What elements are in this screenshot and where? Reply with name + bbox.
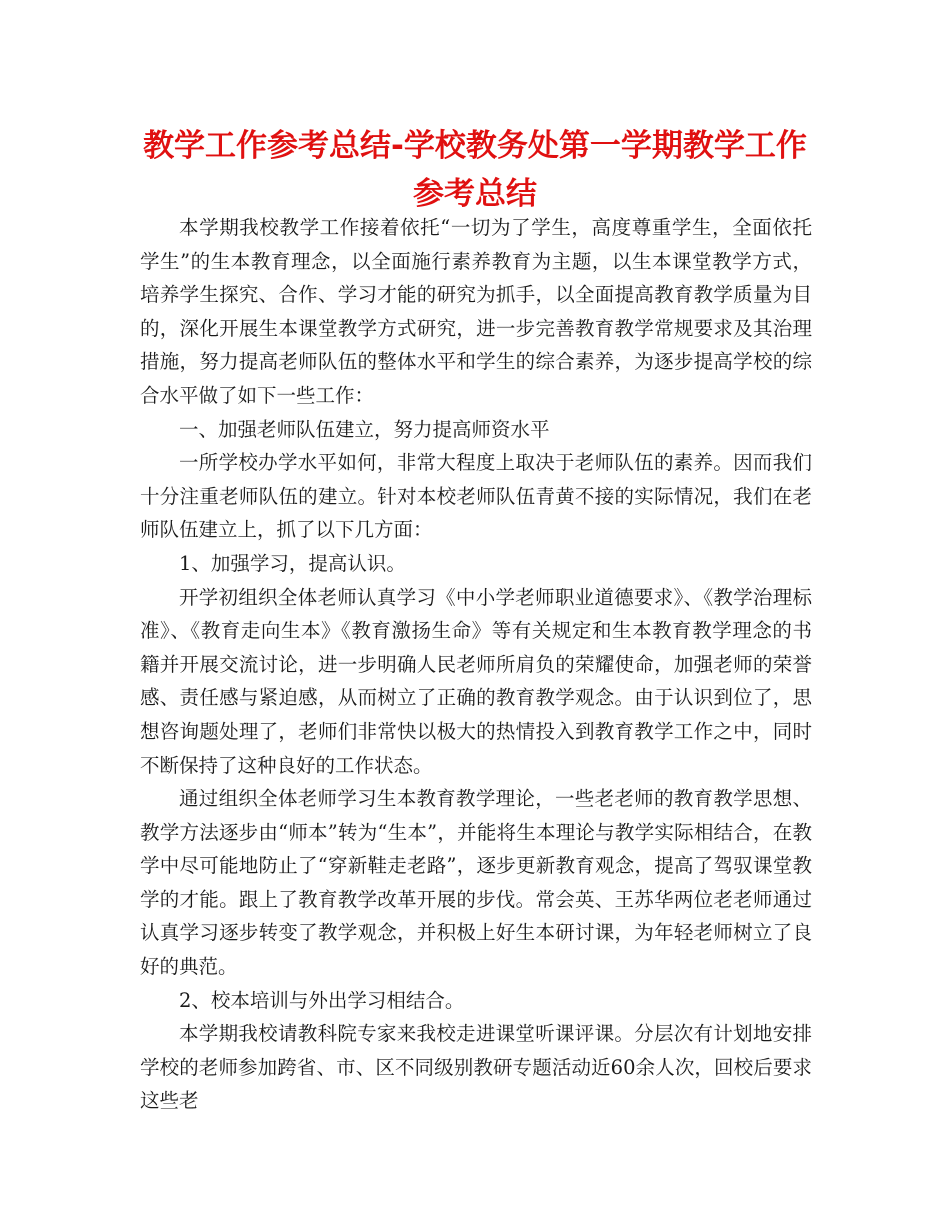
document-title: 教学工作参考总结-学校教务处第一学期教学工作参考总结 [143, 128, 807, 212]
paragraph-training: 本学期我校请教科院专家来我校走进课堂听课评课。分层次有计划地安排学校的老师参加跨省、市、区不同级别教研专题活动近60余人次，回校后要求这些老 [140, 1022, 812, 1113]
paragraph-teacher-team: 一所学校办学水平如何，非常大程度上取决于老师队伍的素养。因而我们十分注重老师队伍的建立。针对本校老师队伍青黄不接的实际情况，我们在老师队伍建立上，抓了以下几方面： [140, 451, 812, 542]
paragraph-intro: 本学期我校教学工作接着依托“一切为了学生，高度尊重学生，全面依托学生”的生本教育理念，以全面施行素养教育为主题，以生本课堂教学方式，培养学生探究、合作、学习才能的研究为抓手，以全面提高教育教学质量为目的，深化开展生本课堂教学方式研究，进一步完善教育教学常规要求及其治理措施，努力提高老师队伍的整体水平和学生的综合素养，为逐步提高学校的综合水平做了如下一些工作： [140, 216, 812, 407]
subheading-study: 1、加强学习，提高认识。 [179, 551, 406, 575]
paragraph-study-result: 通过组织全体老师学习生本教育教学理论，一些老老师的教育教学思想、教学方法逐步由“师本”转为“生本”，并能将生本理论与教学实际相结合，在教学中尽可能地防止了“穿新鞋走老路”，逐步更新教育观念，提高了驾驭课堂教学的才能。跟上了教育教学改革开展的步伐。常会英、王苏华两位老老师通过认真学习逐步转变了教学观念，并积极上好生本研讨课，为年轻老师树立了良好的典范。 [140, 787, 812, 979]
document-body [140, 211, 812, 1118]
subheading-training: 2、校本培训与外出学习相结合。 [179, 988, 465, 1012]
section-heading-teacher-team: 一、加强老师队伍建立，努力提高师资水平 [179, 417, 550, 441]
paragraph-study: 开学初组织全体老师认真学习《中小学老师职业道德要求》、《教学治理标准》、《教育走向生本》《教育激扬生命》等有关规定和生本教育教学理念的书籍并开展交流讨论，进一步明确人民老师所肩负的荣耀使命，加强老师的荣誉感、责任感与紧迫感，从而树立了正确的教育教学观念。由于认识到位了，思想咨询题处理了，老师们非常快以极大的热情投入到教育教学工作之中，同时不断保持了这种良好的工作状态。 [140, 585, 812, 777]
